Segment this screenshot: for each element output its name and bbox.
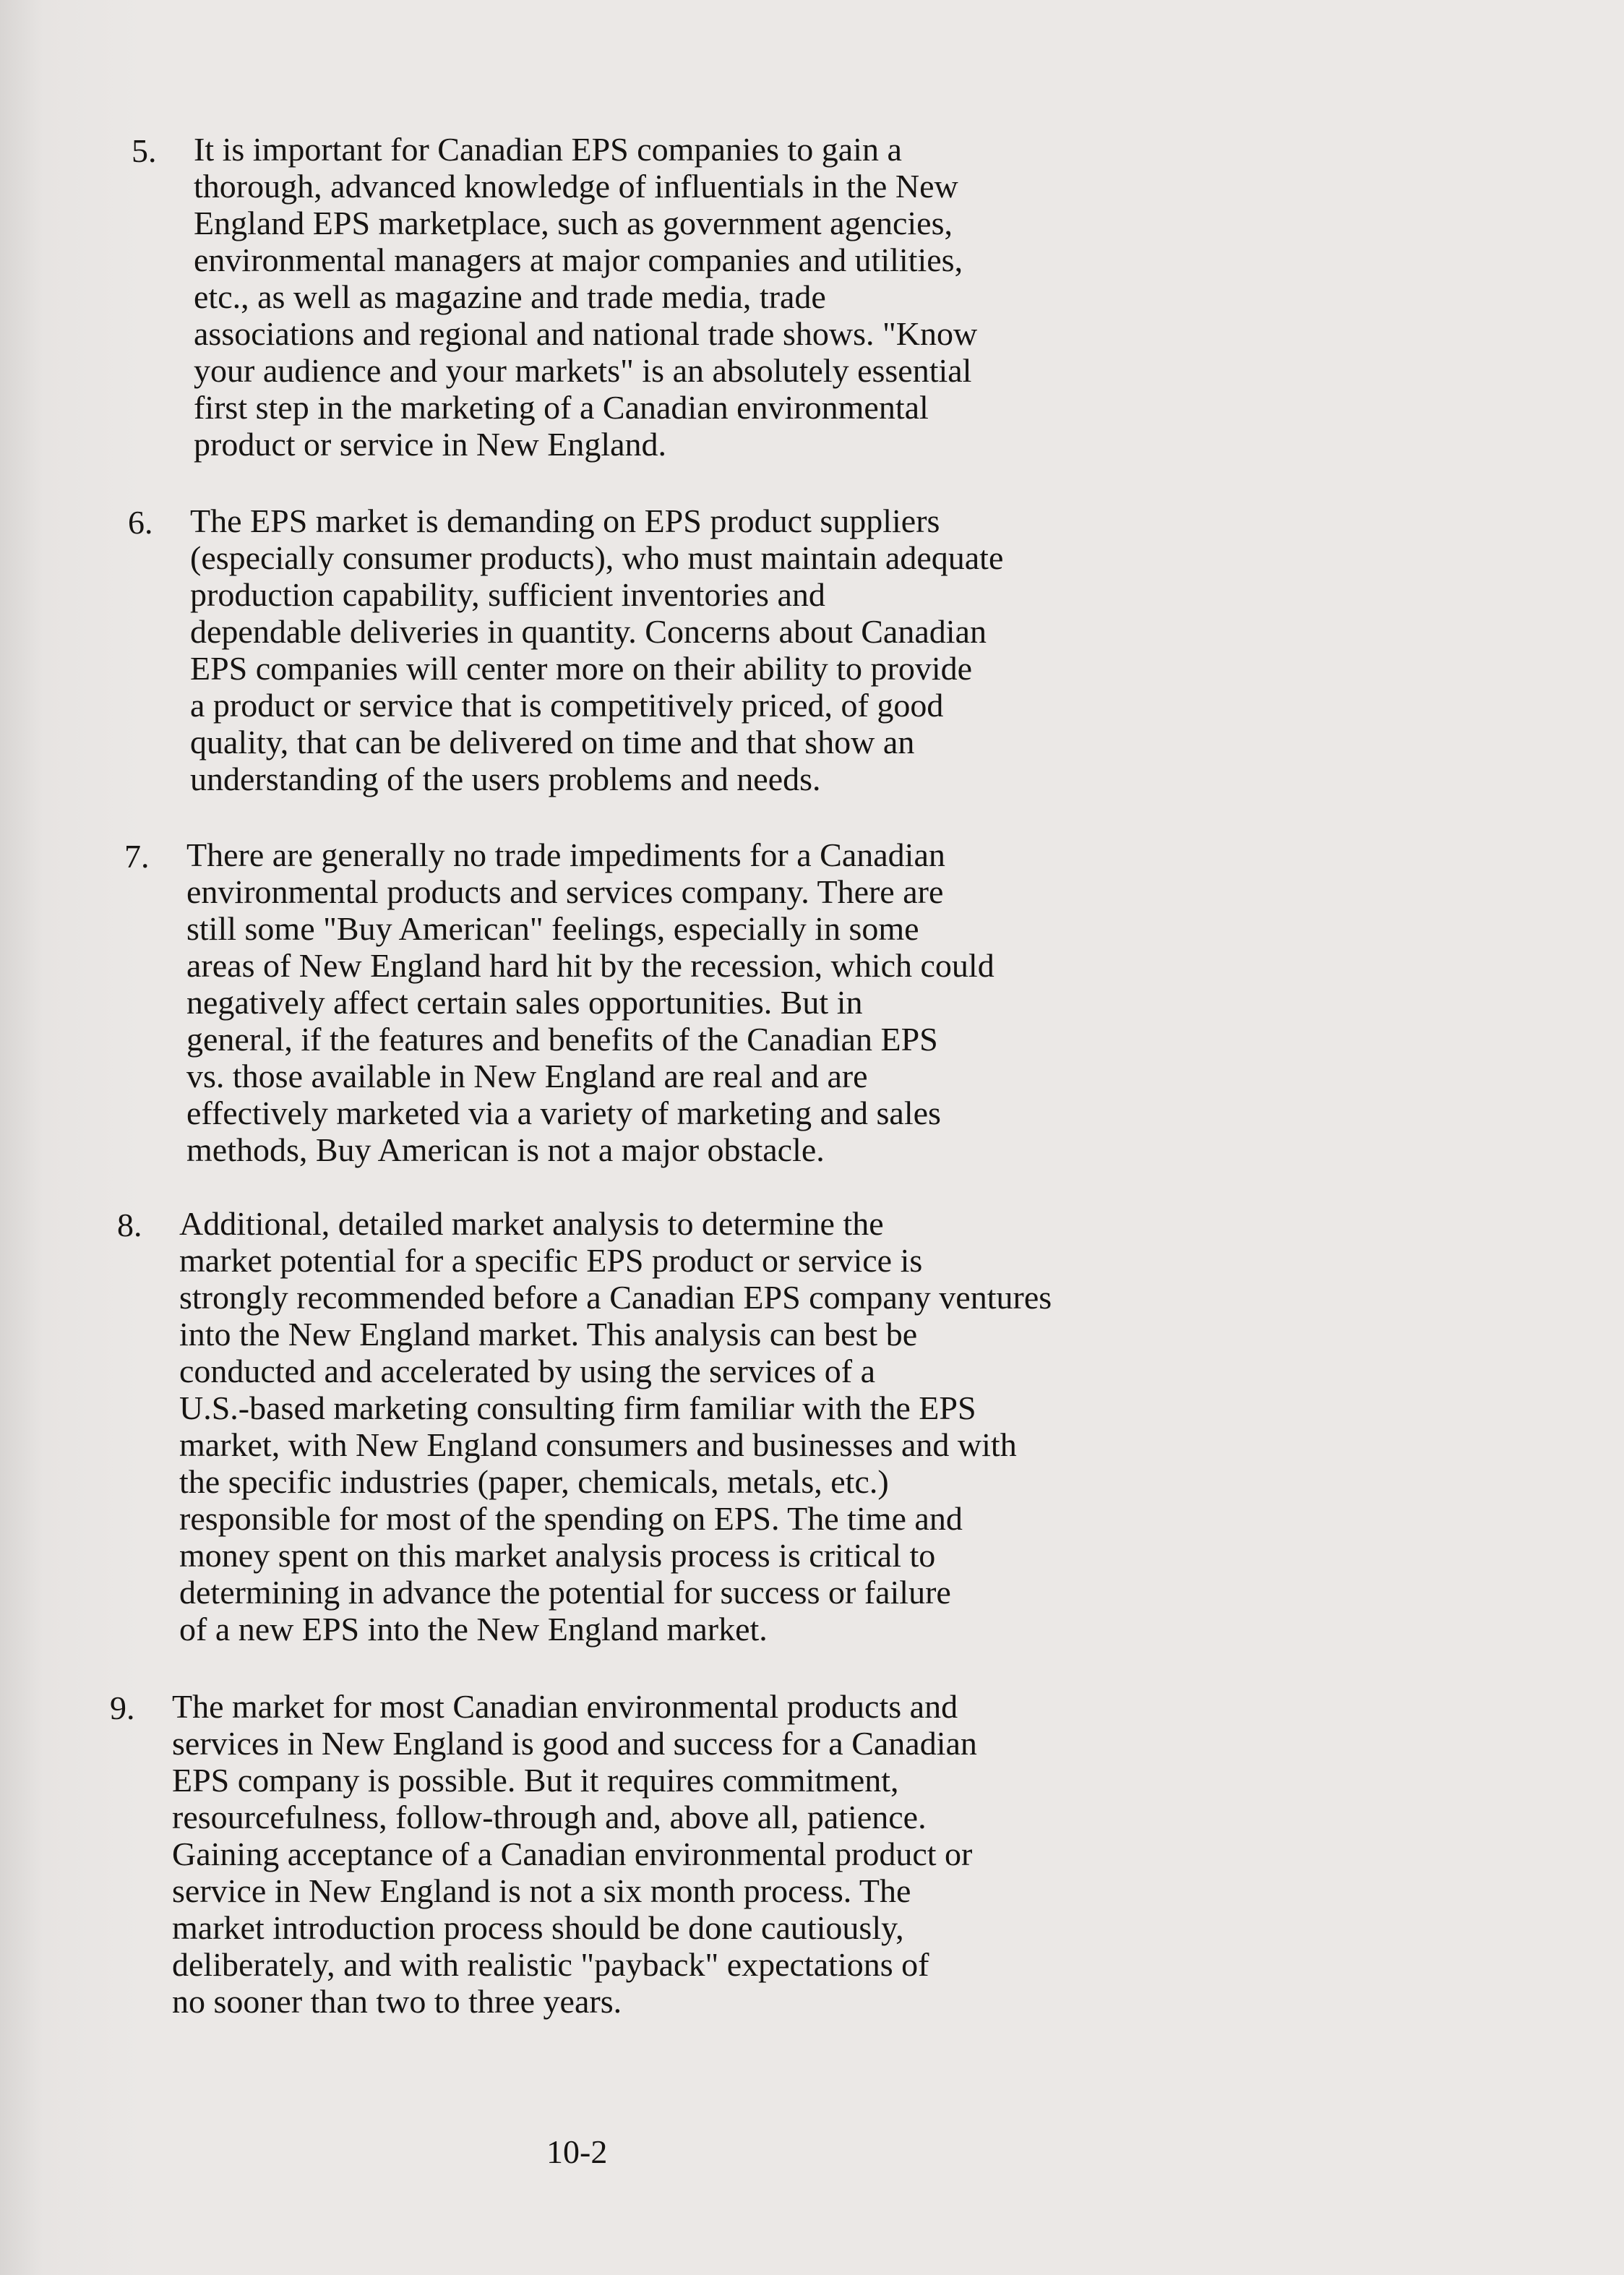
paragraph-line: product or service in New England. [194,426,667,463]
paragraph-line: environmental products and services company. There are [186,873,944,910]
paragraph-line: market potential for a specific EPS product or service is [179,1242,923,1279]
paragraph-line: responsible for most of the spending on EPS. The time and [179,1500,963,1537]
item-number: 6. [128,504,153,541]
paragraph-line: deliberately, and with realistic "payback" expectations of [172,1946,929,1983]
paragraph-line: negatively affect certain sales opportunities. But in [186,984,863,1021]
paragraph-line: The EPS market is demanding on EPS product suppliers [190,502,940,539]
paragraph-line: areas of New England hard hit by the recession, which could [186,947,994,984]
paragraph-line: dependable deliveries in quantity. Concerns about Canadian [190,613,987,650]
paragraph-line: etc., as well as magazine and trade media, trade [194,278,826,315]
paragraph-line: market, with New England consumers and businesses and with [179,1426,1017,1463]
paragraph-line: vs. those available in New England are real and are [186,1058,868,1094]
paragraph-line: into the New England market. This analysis can best be [179,1316,918,1353]
item-number: 8. [117,1207,142,1243]
paragraph-line: determining in advance the potential for success or failure [179,1574,951,1611]
paragraph-line: conducted and accelerated by using the services of a [179,1353,876,1389]
paragraph-line: Gaining acceptance of a Canadian environmental product or [172,1835,973,1872]
paragraph-line: U.S.-based marketing consulting firm familiar with the EPS [179,1389,976,1426]
paragraph-line: service in New England is not a six month process. The [172,1872,911,1909]
paragraph-line: effectively marketed via a variety of marketing and sales [186,1094,941,1131]
paragraph-line: understanding of the users problems and needs. [190,761,821,797]
paragraph-line: EPS companies will center more on their ability to provide [190,650,973,687]
paragraph-line: associations and regional and national trade shows. "Know [194,315,978,352]
paragraph-line: resourcefulness, follow-through and, above all, patience. [172,1799,927,1835]
paragraph-line: services in New England is good and success for a Canadian [172,1725,977,1762]
item-number: 9. [110,1689,135,1726]
paragraph-line: environmental managers at major companies and utilities, [194,241,963,278]
paragraph-line: of a new EPS into the New England market. [179,1611,768,1648]
paragraph-line: still some "Buy American" feelings, especially in some [186,910,919,947]
paragraph-line: The market for most Canadian environmental products and [172,1688,958,1725]
paragraph-line: quality, that can be delivered on time and that show an [190,724,915,761]
paragraph-line: market introduction process should be done cautiously, [172,1909,904,1946]
paragraph-line: EPS company is possible. But it requires commitment, [172,1762,899,1799]
paragraph-line: It is important for Canadian EPS companies to gain a [194,131,902,168]
paragraph-line: methods, Buy American is not a major obstacle. [186,1131,825,1168]
item-number: 7. [124,838,150,875]
paragraph-line: There are generally no trade impediments for a Canadian [186,836,945,873]
paragraph-line: strongly recommended before a Canadian EPS company ventures [179,1279,1052,1316]
paragraph-line: a product or service that is competitively priced, of good [190,687,944,724]
paragraph-line: (especially consumer products), who must maintain adequate [190,539,1004,576]
paragraph-line: the specific industries (paper, chemicals, metals, etc.) [179,1463,889,1500]
item-number: 5. [132,132,157,169]
paragraph-line: Additional, detailed market analysis to determine the [179,1205,884,1242]
paragraph-line: first step in the marketing of a Canadian environmental [194,389,929,426]
paragraph-line: your audience and your markets" is an absolutely essential [194,352,972,389]
page-number: 10-2 [546,2133,608,2170]
paragraph-line: thorough, advanced knowledge of influentials in the New [194,168,958,205]
paragraph-line: money spent on this market analysis process is critical to [179,1537,936,1574]
paragraph-line: no sooner than two to three years. [172,1983,622,2020]
paragraph-line: general, if the features and benefits of the Canadian EPS [186,1021,938,1058]
paragraph-line: England EPS marketplace, such as government agencies, [194,205,953,241]
paragraph-line: production capability, sufficient inventories and [190,576,825,613]
